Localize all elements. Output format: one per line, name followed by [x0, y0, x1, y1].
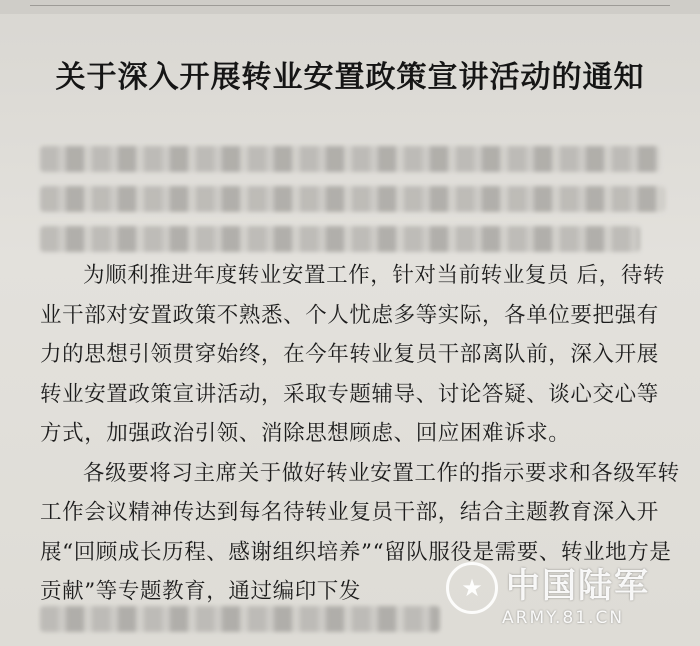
watermark-site: ARMY.81.CN [502, 608, 625, 628]
watermark [446, 558, 686, 638]
document-title: 关于深入开展转业安置政策宣讲活动的通知 [55, 60, 645, 95]
redacted-line [40, 606, 440, 632]
army-emblem-icon: ★ [446, 562, 498, 614]
paragraph-2: 各级要将习主席关于做好转业安置工作的指示要求和各级军转工作会议精神传达到每名待转业复员干部，结合主题教育深入开展“回顾成长历程、感谢组织培养”“留队服役是需要、转业地方是贡献”等专题教育，通过编印下发 [40, 460, 680, 604]
paragraph-1: 为顺利推进年度转业安置工作，针对当前转业复员 后，待转业干部对安置政策不熟悉、个人忧虑多等实际，各单位要把强有力的思想引领贯穿始终，在今年转业复员干部离队前，深入开展转业安置政策宣讲活动，采取专题辅导、讨论答疑、谈心交心等方式，加强政治引领、消除思想顾虑、回应困难诉求。 [40, 263, 666, 446]
redacted-line [40, 146, 660, 172]
redacted-line [40, 186, 665, 212]
watermark-name: 中国陆军 [506, 566, 650, 606]
page-top-margin [0, 0, 700, 14]
top-divider [30, 5, 670, 6]
redacted-line [40, 226, 640, 252]
